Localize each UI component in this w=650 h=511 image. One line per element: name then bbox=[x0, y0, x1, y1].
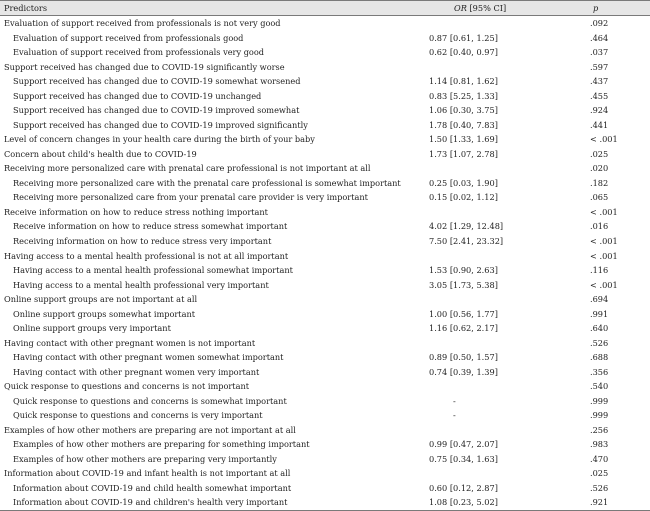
p-value: .065 bbox=[590, 192, 609, 203]
odds-ratio-ci: 0.75 [0.34, 1.63] bbox=[429, 453, 498, 464]
p-value: .540 bbox=[590, 381, 609, 392]
p-value: .455 bbox=[590, 90, 609, 101]
odds-ratio-ci: 1.08 [0.23, 5.02] bbox=[429, 497, 498, 508]
predictor-label: Online support groups somewhat important bbox=[13, 308, 196, 319]
predictor-label: Support received has changed due to COVID-19 unchanged bbox=[13, 90, 262, 101]
predictor-label: Receiving information on how to reduce stress very important bbox=[13, 235, 272, 246]
odds-ratio-ci: 3.05 [1.73, 5.38] bbox=[429, 279, 498, 290]
table-row bbox=[0, 161, 650, 176]
table-row bbox=[0, 16, 650, 31]
table-row bbox=[0, 248, 650, 263]
table-body bbox=[0, 16, 650, 510]
predictor-label: Support received has changed due to COVID-19 improved significantly bbox=[13, 119, 308, 130]
predictor-label: Having access to a mental health professional very important bbox=[13, 279, 269, 290]
header-ci: [95% CI] bbox=[466, 3, 507, 13]
odds-ratio-ci: 1.78 [0.40, 7.83] bbox=[429, 119, 498, 130]
predictor-label: Examples of how other mothers are preparing very importantly bbox=[13, 453, 277, 464]
table-row bbox=[0, 60, 650, 75]
p-value: < .001 bbox=[590, 134, 618, 145]
table-row bbox=[0, 481, 650, 496]
predictor-label: Information about COVID-19 and infant health is not important at all bbox=[4, 468, 291, 479]
table-row bbox=[0, 45, 650, 60]
odds-ratio-ci: 0.99 [0.47, 2.07] bbox=[429, 439, 498, 450]
p-value: < .001 bbox=[590, 279, 618, 290]
table-row bbox=[0, 422, 650, 437]
predictor-label: Quick response to questions and concerns is very important bbox=[13, 410, 263, 421]
p-value: < .001 bbox=[590, 206, 618, 217]
predictor-label: Support received has changed due to COVID-19 improved somewhat bbox=[13, 105, 300, 116]
p-value: .921 bbox=[590, 497, 609, 508]
table-bottom-rule bbox=[0, 510, 650, 511]
predictor-label: Online support groups are not important at all bbox=[4, 294, 198, 305]
header-or-ci bbox=[420, 3, 560, 13]
predictor-label: Quick response to questions and concerns is not important bbox=[4, 381, 250, 392]
predictor-label: Having access to a mental health professional is not at all important bbox=[4, 250, 289, 261]
table-row bbox=[0, 263, 650, 278]
header-p bbox=[560, 3, 650, 13]
p-value: .999 bbox=[590, 395, 609, 406]
p-value: .464 bbox=[590, 32, 609, 43]
predictor-label: Information about COVID-19 and children's health very important bbox=[13, 497, 288, 508]
p-value: .356 bbox=[590, 366, 609, 377]
odds-ratio-ci: 1.73 [1.07, 2.78] bbox=[429, 148, 498, 159]
p-value: .256 bbox=[590, 424, 609, 435]
p-value: .991 bbox=[590, 308, 609, 319]
table-row bbox=[0, 205, 650, 220]
table-row bbox=[0, 147, 650, 162]
table-row bbox=[0, 292, 650, 307]
odds-ratio-ci: - bbox=[453, 410, 456, 421]
predictor-label: Evaluation of support received from professionals is not very good bbox=[4, 18, 281, 29]
odds-ratio-ci: 0.60 [0.12, 2.87] bbox=[429, 482, 498, 493]
p-value: .441 bbox=[590, 119, 609, 130]
predictor-label: Receiving more personalized care with prenatal care professional is not important at all bbox=[4, 163, 371, 174]
p-value: .037 bbox=[590, 47, 609, 58]
table-row bbox=[0, 103, 650, 118]
predictor-label: Concern about child's health due to COVID-19 bbox=[4, 148, 197, 159]
p-value: .025 bbox=[590, 148, 609, 159]
table-row bbox=[0, 277, 650, 292]
p-value: .694 bbox=[590, 294, 609, 305]
p-value: .924 bbox=[590, 105, 609, 116]
table-row bbox=[0, 89, 650, 104]
table-row bbox=[0, 466, 650, 481]
predictor-label: Support received has changed due to COVID-19 significantly worse bbox=[4, 61, 285, 72]
p-value: .688 bbox=[590, 352, 609, 363]
header-p-label: p bbox=[593, 3, 599, 13]
odds-ratio-ci: 0.89 [0.50, 1.57] bbox=[429, 352, 498, 363]
predictor-label: Having contact with other pregnant women somewhat important bbox=[13, 352, 284, 363]
odds-ratio-ci: 7.50 [2.41, 23.32] bbox=[429, 235, 504, 246]
predictor-label: Information about COVID-19 and child health somewhat important bbox=[13, 482, 292, 493]
odds-ratio-ci: 0.87 [0.61, 1.25] bbox=[429, 32, 498, 43]
odds-ratio-ci: 1.53 [0.90, 2.63] bbox=[429, 265, 498, 276]
p-value: .025 bbox=[590, 468, 609, 479]
p-value: .983 bbox=[590, 439, 609, 450]
table-row bbox=[0, 321, 650, 336]
odds-ratio-ci: 0.25 [0.03, 1.90] bbox=[429, 177, 498, 188]
predictor-label: Online support groups very important bbox=[13, 323, 171, 334]
header-predictors: Predictors bbox=[4, 3, 48, 13]
table-row bbox=[0, 437, 650, 452]
odds-ratio-ci: 1.06 [0.30, 3.75] bbox=[429, 105, 498, 116]
predictor-label: Receiving more personalized care with the prenatal care professional is somewhat important bbox=[13, 177, 401, 188]
table-row bbox=[0, 379, 650, 394]
table-row bbox=[0, 495, 650, 510]
table-row bbox=[0, 132, 650, 147]
p-value: .092 bbox=[590, 18, 609, 29]
header-or: OR bbox=[454, 3, 467, 13]
odds-ratio-ci: - bbox=[453, 395, 456, 406]
p-value: < .001 bbox=[590, 235, 618, 246]
table-row bbox=[0, 364, 650, 379]
odds-ratio-ci: 1.00 [0.56, 1.77] bbox=[429, 308, 498, 319]
table-row bbox=[0, 219, 650, 234]
p-value: .999 bbox=[590, 410, 609, 421]
p-value: .640 bbox=[590, 323, 609, 334]
table-row bbox=[0, 306, 650, 321]
odds-ratio-ci: 4.02 [1.29, 12.48] bbox=[429, 221, 504, 232]
p-value: .116 bbox=[590, 265, 609, 276]
predictor-label: Receive information on how to reduce stress somewhat important bbox=[13, 221, 288, 232]
predictor-label: Receiving more personalized care from your prenatal care provider is very important bbox=[13, 192, 368, 203]
p-value: .597 bbox=[590, 61, 609, 72]
predictor-label: Examples of how other mothers are preparing are not important at all bbox=[4, 424, 296, 435]
p-value: .526 bbox=[590, 482, 609, 493]
p-value: .020 bbox=[590, 163, 609, 174]
table-row bbox=[0, 408, 650, 423]
odds-ratio-ci: 0.74 [0.39, 1.39] bbox=[429, 366, 498, 377]
predictor-label: Quick response to questions and concerns is somewhat important bbox=[13, 395, 287, 406]
p-value: .526 bbox=[590, 337, 609, 348]
predictor-label: Examples of how other mothers are preparing for something important bbox=[13, 439, 310, 450]
odds-ratio-ci: 1.14 [0.81, 1.62] bbox=[429, 76, 498, 87]
table-row bbox=[0, 190, 650, 205]
odds-ratio-ci: 0.83 [5.25, 1.33] bbox=[429, 90, 498, 101]
p-value: .182 bbox=[590, 177, 609, 188]
table-row bbox=[0, 393, 650, 408]
predictor-label: Evaluation of support received from professionals very good bbox=[13, 47, 265, 58]
table-row bbox=[0, 234, 650, 249]
p-value: .470 bbox=[590, 453, 609, 464]
predictor-label: Having contact with other pregnant women very important bbox=[13, 366, 260, 377]
odds-ratio-ci: 0.15 [0.02, 1.12] bbox=[429, 192, 498, 203]
predictor-label: Having contact with other pregnant women is not important bbox=[4, 337, 256, 348]
odds-ratio-ci: 1.16 [0.62, 2.17] bbox=[429, 323, 498, 334]
predictor-label: Having access to a mental health professional somewhat important bbox=[13, 265, 293, 276]
table-row bbox=[0, 335, 650, 350]
odds-ratio-ci: 1.50 [1.33, 1.69] bbox=[429, 134, 498, 145]
predictor-label: Evaluation of support received from professionals good bbox=[13, 32, 244, 43]
table-row bbox=[0, 451, 650, 466]
table-header bbox=[0, 0, 650, 16]
table-row bbox=[0, 118, 650, 133]
table-row bbox=[0, 74, 650, 89]
p-value: < .001 bbox=[590, 250, 618, 261]
table-row bbox=[0, 176, 650, 191]
p-value: .437 bbox=[590, 76, 609, 87]
p-value: .016 bbox=[590, 221, 609, 232]
predictor-label: Support received has changed due to COVID-19 somewhat worsened bbox=[13, 76, 301, 87]
predictor-label: Level of concern changes in your health care during the birth of your baby bbox=[4, 134, 315, 145]
table-row bbox=[0, 350, 650, 365]
predictor-label: Receive information on how to reduce stress nothing important bbox=[4, 206, 268, 217]
table-row bbox=[0, 31, 650, 46]
odds-ratio-ci: 0.62 [0.40, 0.97] bbox=[429, 47, 498, 58]
